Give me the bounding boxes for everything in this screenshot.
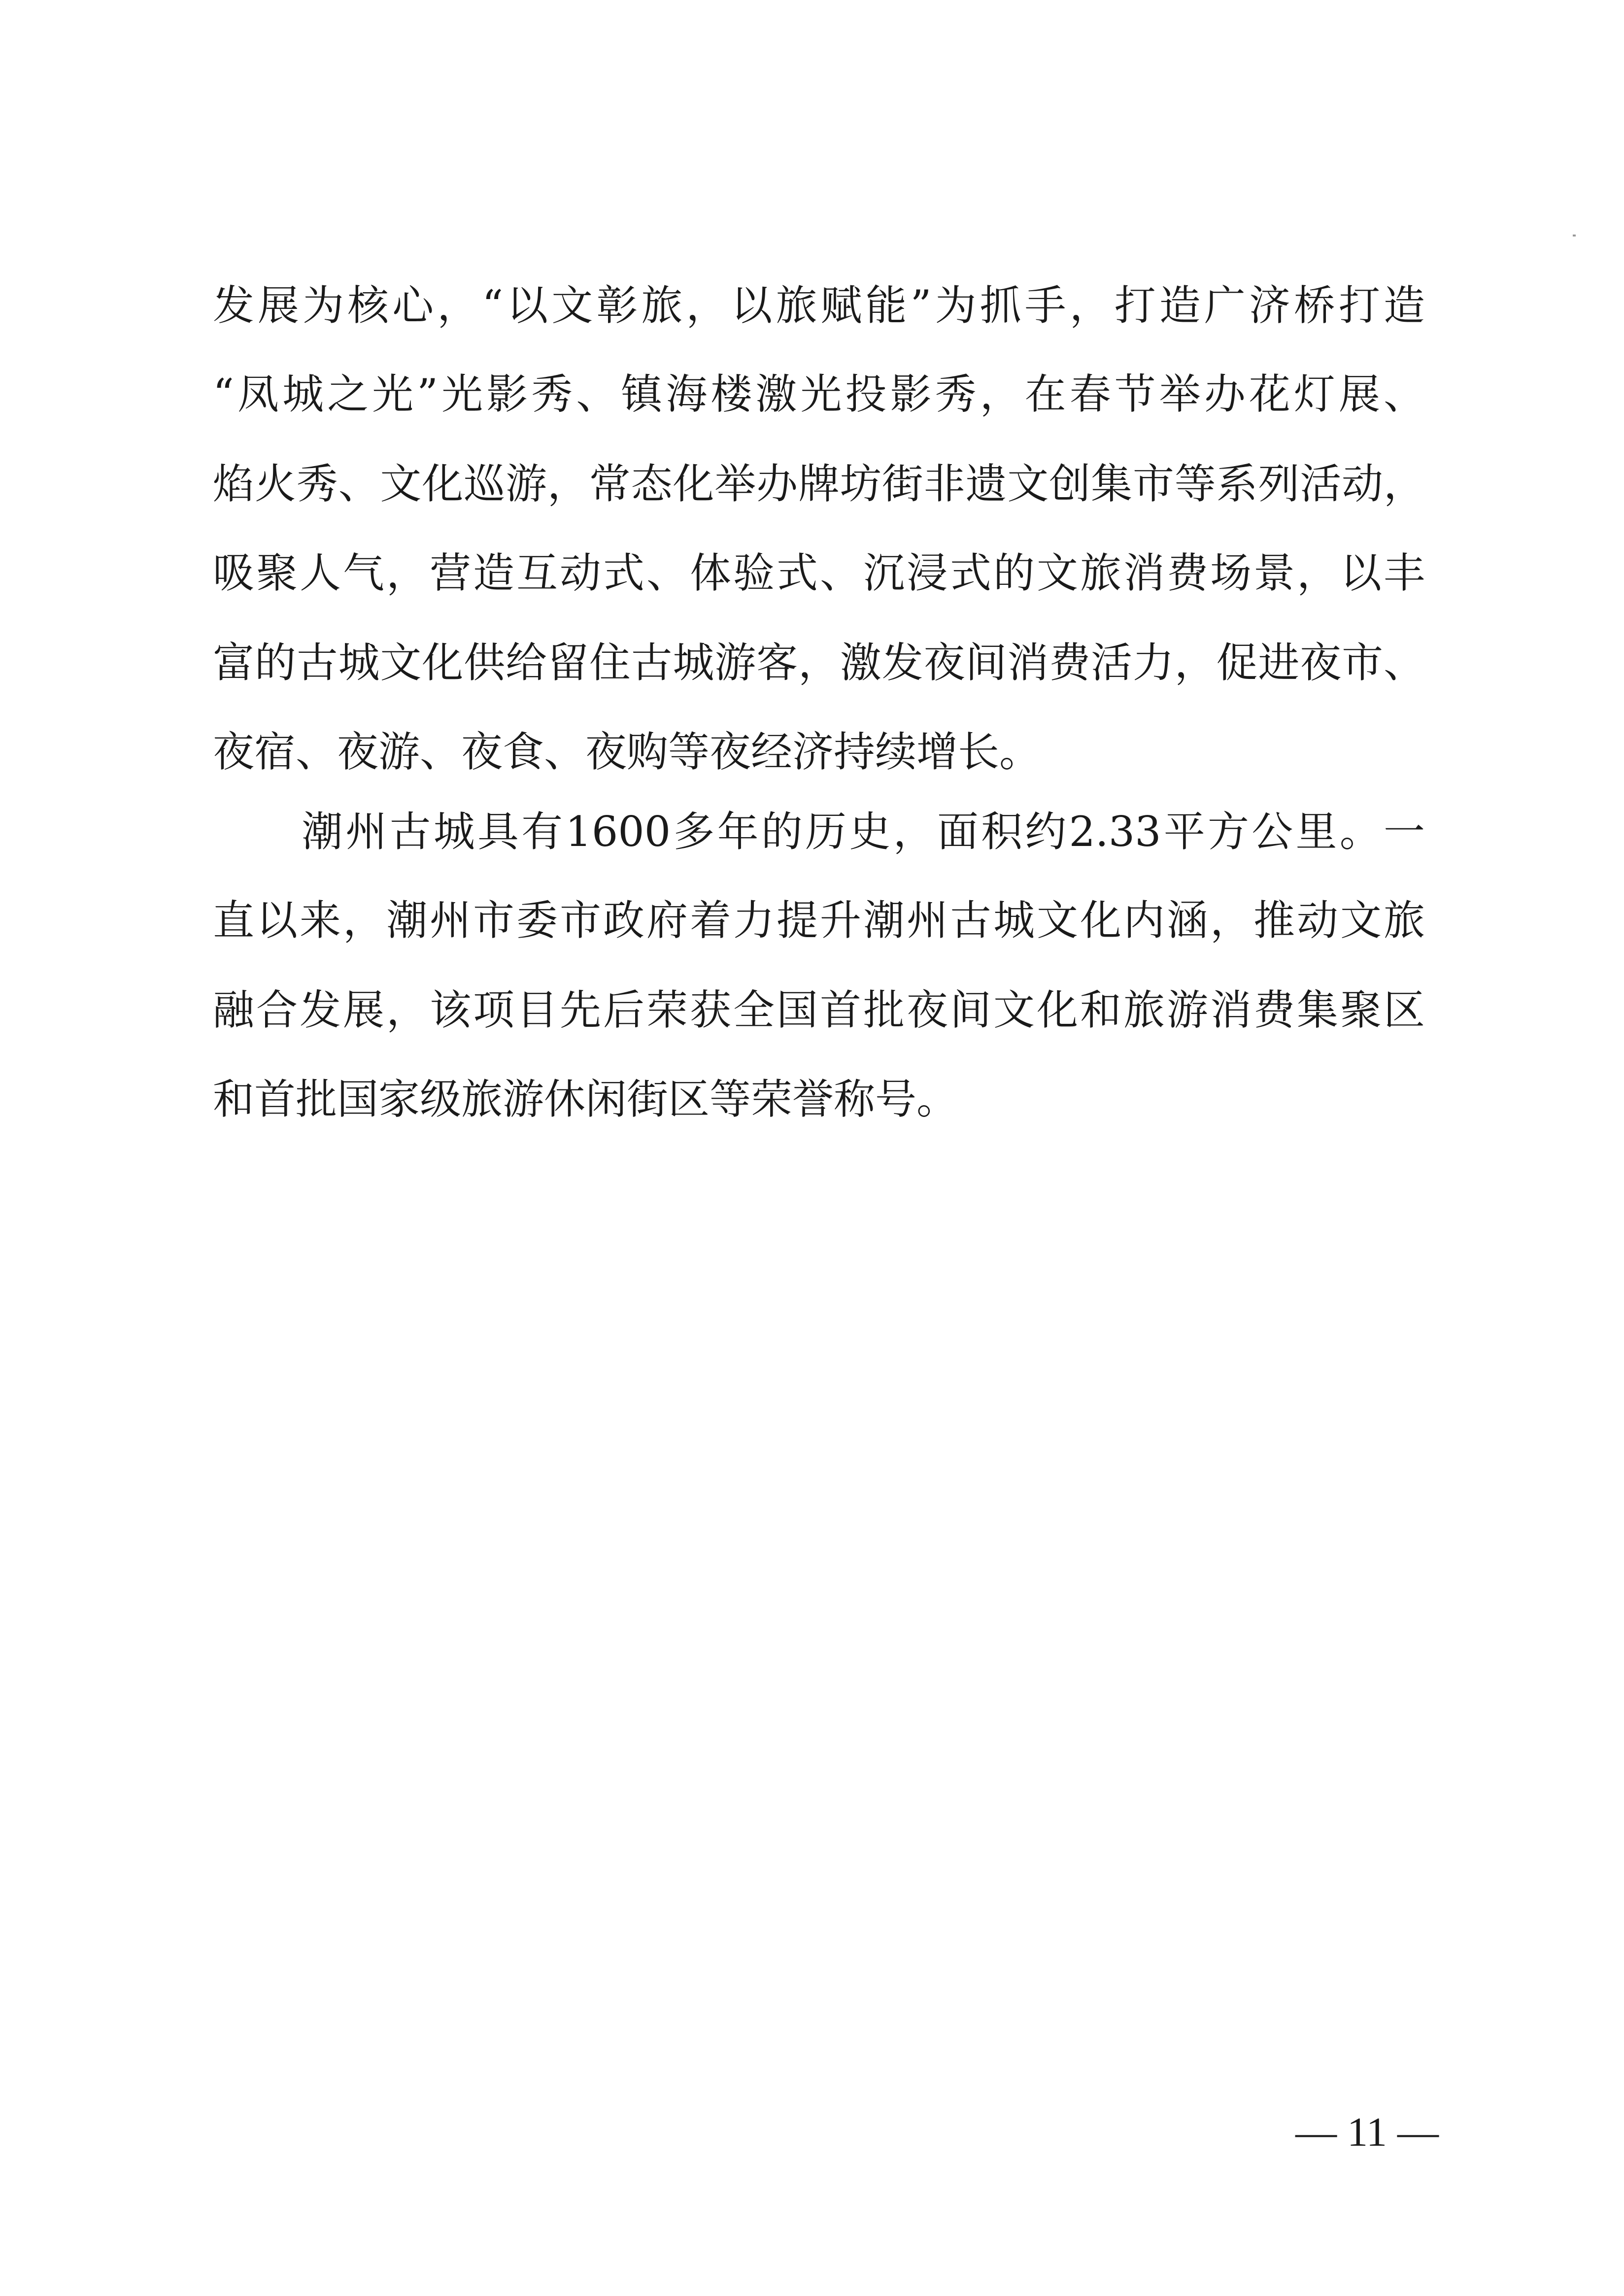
paragraph-2-line-3: 融合发展，该项目先后荣获全国首批夜间文化和旅游消费集聚区 bbox=[213, 986, 1425, 1034]
paragraph-1-line-3: 焰火秀、文化巡游，常态化举办牌坊街非遗文创集市等系列活动， bbox=[213, 460, 1425, 508]
paragraph-1-line-4: 吸聚人气，营造互动式、体验式、沉浸式的文旅消费场景，以丰 bbox=[213, 549, 1425, 597]
paragraph-1-line-1: 发展为核心，“以文彰旅，以旅赋能”为抓手，打造广济桥打造 bbox=[213, 281, 1425, 330]
paragraph-1-line-5: 富的古城文化供给留住古城游客，激发夜间消费活力，促进夜市、 bbox=[213, 639, 1425, 687]
page-number: — 11 — bbox=[1295, 2109, 1439, 2155]
paragraph-2-line-4: 和首批国家级旅游休闲街区等荣誉称号。 bbox=[213, 1075, 958, 1123]
scan-speck bbox=[1573, 235, 1576, 236]
paragraph-2-line-1: 潮州古城具有1600多年的历史，面积约2.33平方公里。一 bbox=[302, 808, 1425, 856]
paragraph-1-line-2: “凤城之光”光影秀、镇海楼激光投影秀，在春节举办花灯展、 bbox=[213, 370, 1425, 418]
paragraph-1-line-6: 夜宿、夜游、夜食、夜购等夜经济持续增长。 bbox=[213, 728, 1041, 776]
paragraph-2-line-2: 直以来，潮州市委市政府着力提升潮州古城文化内涵，推动文旅 bbox=[213, 896, 1425, 945]
